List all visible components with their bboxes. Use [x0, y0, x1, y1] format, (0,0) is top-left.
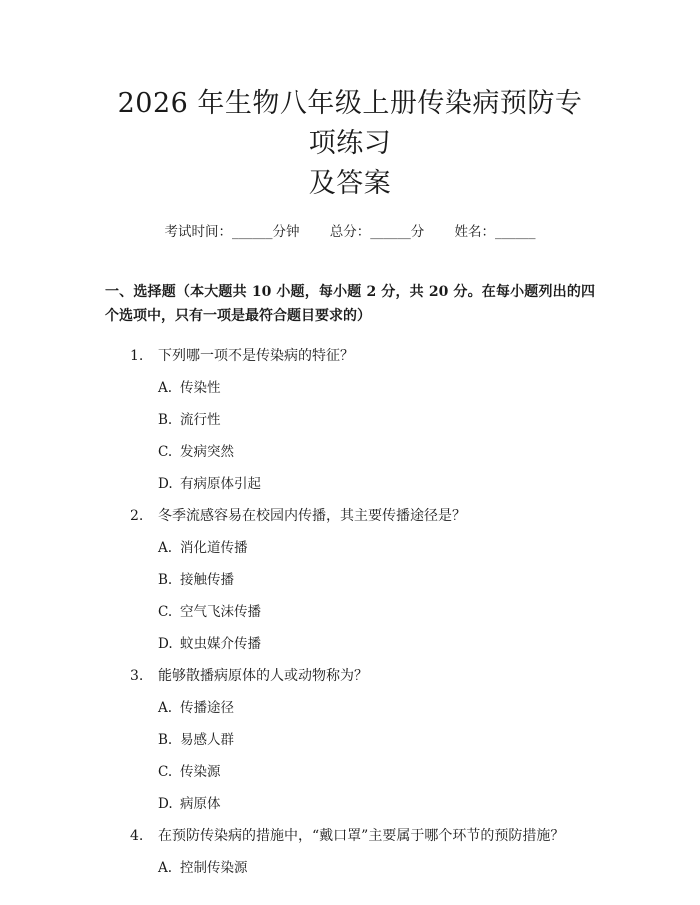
option-text: 传染性 [180, 380, 221, 396]
option-item [158, 372, 595, 404]
option-key: C. [158, 764, 173, 780]
option-key: C. [158, 604, 173, 620]
option-key: B. [158, 732, 173, 748]
question-stem [105, 500, 595, 532]
question-number: 2. [130, 508, 144, 524]
option-text: 空气飞沫传播 [180, 604, 261, 620]
question-number: 1. [130, 348, 144, 364]
exam-time-field: 考试时间：______分钟 [164, 224, 300, 240]
option-key: B. [158, 572, 173, 588]
question-4 [105, 820, 595, 884]
question-number: 4. [130, 828, 144, 844]
option-text: 传播途径 [180, 700, 234, 716]
option-item [158, 596, 595, 628]
exam-meta [105, 222, 595, 242]
option-key: D. [158, 476, 173, 492]
option-item [158, 852, 595, 884]
option-key: D. [158, 796, 173, 812]
option-text: 消化道传播 [180, 540, 248, 556]
option-key: C. [158, 444, 173, 460]
option-text: 接触传播 [180, 572, 234, 588]
title-line-2: 及答案 [308, 168, 392, 199]
option-item [158, 468, 595, 500]
option-key: A. [158, 540, 173, 556]
question-number: 3. [130, 668, 144, 684]
option-key: A. [158, 380, 173, 396]
question-stem [105, 660, 595, 692]
option-item [158, 788, 595, 820]
document-title [105, 0, 595, 204]
option-item [158, 756, 595, 788]
option-list [105, 692, 595, 820]
question-text: 在预防传染病的措施中，“戴口罩”主要属于哪个环节的预防措施？ [158, 828, 565, 844]
option-item [158, 692, 595, 724]
total-score-field: 总分：______分 [329, 224, 425, 240]
title-line-1: 2026 年生物八年级上册传染病预防专项练习 [117, 88, 583, 159]
option-list [105, 372, 595, 500]
option-item [158, 436, 595, 468]
option-item [158, 628, 595, 660]
question-text: 冬季流感容易在校园内传播，其主要传播途径是？ [158, 508, 466, 524]
question-list [105, 340, 595, 884]
question-1 [105, 340, 595, 500]
question-stem [105, 340, 595, 372]
section-heading-choice: 一、选择题（本大题共 10 小题，每小题 2 分，共 20 分。在每小题列出的四个选项中，只有一项是最符合题目要求的） [105, 284, 595, 324]
option-key: B. [158, 412, 173, 428]
student-name-field: 姓名：______ [454, 224, 536, 240]
option-text: 控制传染源 [180, 860, 248, 876]
option-item [158, 564, 595, 596]
question-2 [105, 500, 595, 660]
option-text: 流行性 [180, 412, 221, 428]
option-list [105, 852, 595, 884]
question-3 [105, 660, 595, 820]
option-text: 易感人群 [180, 732, 234, 748]
option-text: 蚊虫媒介传播 [180, 636, 261, 652]
question-stem [105, 820, 595, 852]
option-item [158, 724, 595, 756]
option-text: 发病突然 [180, 444, 234, 460]
option-text: 传染源 [180, 764, 221, 780]
option-item [158, 404, 595, 436]
question-text: 下列哪一项不是传染病的特征？ [158, 348, 354, 364]
option-key: A. [158, 700, 173, 716]
option-item [158, 532, 595, 564]
option-key: A. [158, 860, 173, 876]
option-text: 病原体 [180, 796, 221, 812]
option-text: 有病原体引起 [180, 476, 261, 492]
question-text: 能够散播病原体的人或动物称为？ [158, 668, 368, 684]
option-list [105, 532, 595, 660]
option-key: D. [158, 636, 173, 652]
